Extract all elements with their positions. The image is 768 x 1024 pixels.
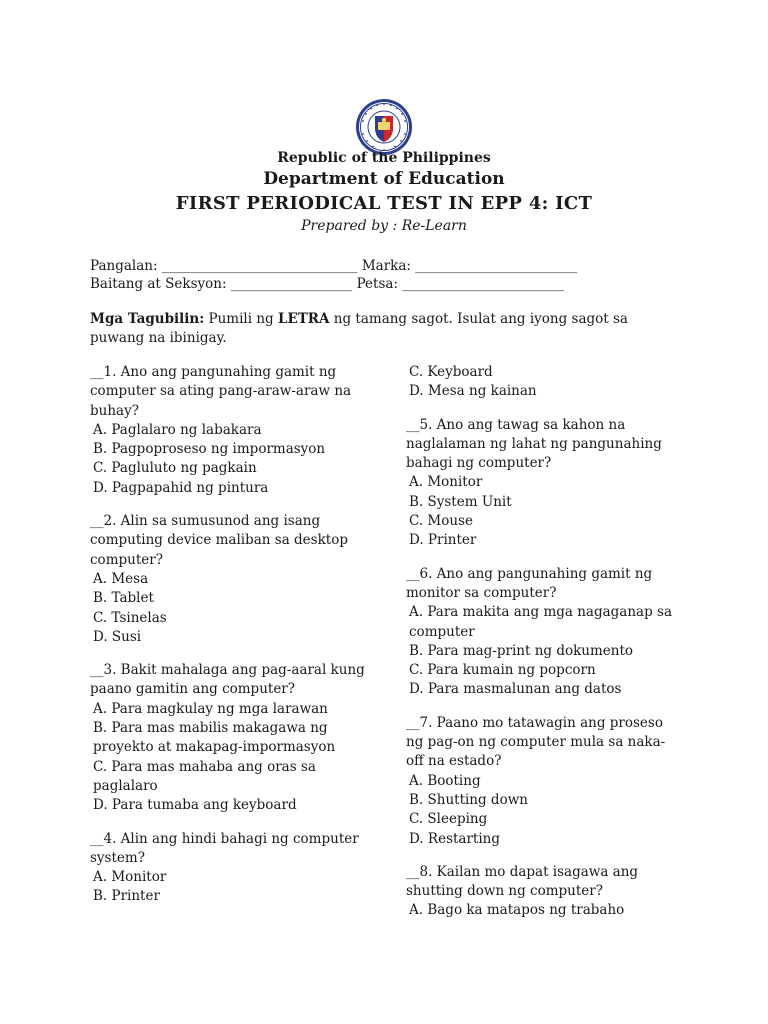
question-4-continued — [406, 363, 681, 402]
question-7 — [406, 714, 681, 849]
instructions-bold-word: LETRA — [277, 311, 330, 327]
choice-a: A. Para magkulay ng mga larawan — [93, 700, 328, 717]
choice-d: D. Restarting — [409, 830, 501, 847]
department-heading: Department of Education — [263, 169, 505, 189]
choice-d: D. Pagpapahid ng pintura — [93, 479, 269, 496]
choice-c: C. Pagluluto ng pagkain — [93, 460, 257, 477]
left-question-column — [90, 363, 375, 921]
choice-c: C. Sleeping — [409, 811, 488, 828]
question-1 — [90, 363, 375, 498]
choice-a: A. Bago ka matapos ng trabaho — [409, 902, 625, 919]
choice-c: C. Tsinelas — [93, 609, 167, 626]
choice-a: A. Paglalaro ng labakara — [93, 421, 262, 438]
name-score-line: Pangalan: _____________________________ Marka: ________________________ — [90, 258, 578, 274]
republic-heading: Republic of the Philippines — [277, 150, 491, 166]
choice-b: B. Pagpoproseso ng impormasyon — [93, 441, 326, 458]
deped-seal-logo — [355, 98, 413, 156]
instructions-text-2: ng tamang sagot. Isulat ang iyong sagot sa puwang na ibinigay. — [90, 311, 628, 346]
choice-d: D. Printer — [409, 532, 477, 549]
choice-b: B. Para mas mabilis makagawa ng proyekto at makapag-impormasyon — [93, 720, 336, 756]
question-6 — [406, 565, 681, 700]
choice-a: A. Monitor — [93, 869, 167, 886]
choice-c: C. Para kumain ng popcorn — [409, 662, 596, 679]
question-text: __6. Ano ang pangunahing gamit ng monitor sa computer? — [406, 565, 653, 601]
prepared-by-line: Prepared by : Re-Learn — [301, 218, 467, 234]
question-2 — [90, 512, 375, 647]
question-text: __2. Alin sa sumusunod ang isang computing device maliban sa desktop computer? — [90, 513, 348, 568]
question-4 — [90, 830, 375, 907]
instructions-text-1: Pumili ng — [204, 311, 278, 327]
choice-c: C. Mouse — [409, 513, 473, 530]
choice-b: B. System Unit — [409, 493, 512, 510]
choice-a: A. Monitor — [409, 474, 483, 491]
choice-d: D. Para tumaba ang keyboard — [93, 797, 297, 814]
question-text: __8. Kailan mo dapat isagawa ang shutting down ng computer? — [406, 863, 639, 900]
section-date-line: Baitang at Seksyon: __________________ Petsa: ________________________ — [90, 276, 565, 292]
question-text: __1. Ano ang pangunahing gamit ng computer sa ating pang-araw-araw na buhay? — [90, 364, 352, 419]
right-question-column — [406, 363, 681, 935]
choice-a: A. Booting — [409, 772, 481, 789]
question-5 — [406, 416, 681, 551]
choice-b: B. Para mag-print ng dokumento — [409, 642, 634, 659]
choice-b: B. Shutting down — [409, 791, 528, 808]
question-3 — [90, 661, 375, 815]
instructions — [90, 310, 680, 348]
choice-b: B. Tablet — [93, 590, 154, 607]
instructions-label: Mga Tagubilin: — [90, 311, 205, 327]
choice-b: B. Printer — [93, 888, 160, 905]
choice-d: D. Mesa ng kainan — [409, 383, 537, 400]
choice-d: D. Para masmalunan ang datos — [409, 681, 622, 698]
test-title: FIRST PERIODICAL TEST IN EPP 4: ICT — [175, 193, 593, 214]
question-text: __4. Alin ang hindi bahagi ng computer system? — [90, 830, 359, 866]
choice-d: D. Susi — [93, 628, 142, 645]
question-text: __5. Ano ang tawag sa kahon na naglalaman ng lahat ng pangunahing bahagi ng computer? — [406, 416, 662, 472]
choice-c: C. Keyboard — [409, 364, 493, 380]
question-text: __7. Paano mo tatawagin ang proseso ng pag-on ng computer mula sa naka-off na estado? — [406, 714, 666, 770]
choice-c: C. Para mas mahaba ang oras sa paglalaro — [93, 758, 316, 794]
question-text: __3. Bakit mahalaga ang pag-aaral kung paano gamitin ang computer? — [90, 662, 365, 698]
choice-a: A. Mesa — [93, 570, 149, 587]
question-8 — [406, 863, 681, 921]
choice-a: A. Para makita ang mga nagaganap sa computer — [409, 604, 672, 640]
